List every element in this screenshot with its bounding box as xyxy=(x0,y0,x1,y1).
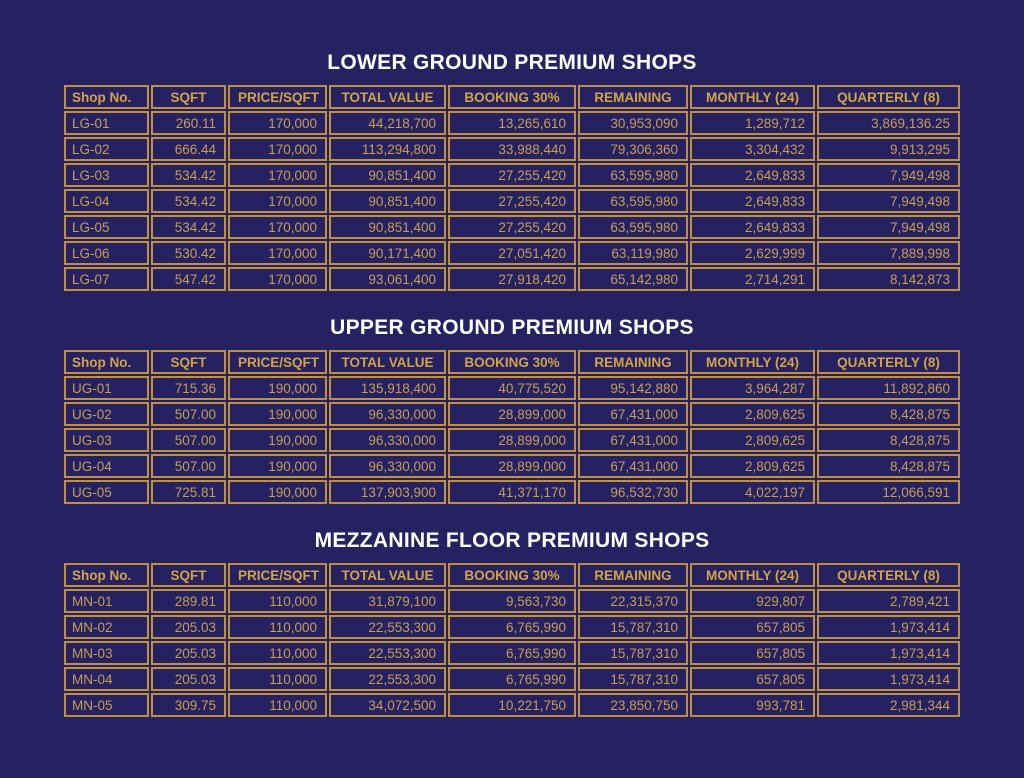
value-cell: 309.75 xyxy=(151,693,226,717)
value-cell: 715.36 xyxy=(151,376,226,400)
value-cell: 2,714,291 xyxy=(690,267,815,291)
column-header: MONTHLY (24) xyxy=(690,85,815,109)
value-cell: 534.42 xyxy=(151,215,226,239)
value-cell: 22,553,300 xyxy=(329,615,446,639)
value-cell: 1,973,414 xyxy=(817,667,960,691)
shop-no-cell: LG-02 xyxy=(64,137,149,161)
value-cell: 170,000 xyxy=(228,267,327,291)
sections-container xyxy=(0,50,1024,719)
shop-no-cell: UG-01 xyxy=(64,376,149,400)
table-row xyxy=(64,402,960,426)
table-row xyxy=(64,615,960,639)
table-body xyxy=(64,589,960,717)
value-cell: 22,553,300 xyxy=(329,667,446,691)
value-cell: 2,649,833 xyxy=(690,189,815,213)
shop-no-cell: MN-03 xyxy=(64,641,149,665)
value-cell: 110,000 xyxy=(228,641,327,665)
value-cell: 507.00 xyxy=(151,454,226,478)
shop-no-cell: MN-05 xyxy=(64,693,149,717)
table-row xyxy=(64,163,960,187)
column-header: SQFT xyxy=(151,563,226,587)
shop-no-cell: LG-03 xyxy=(64,163,149,187)
value-cell: 2,629,999 xyxy=(690,241,815,265)
value-cell: 170,000 xyxy=(228,137,327,161)
column-header: REMAINING xyxy=(578,350,688,374)
value-cell: 1,289,712 xyxy=(690,111,815,135)
shop-no-cell: MN-01 xyxy=(64,589,149,613)
shop-no-cell: LG-05 xyxy=(64,215,149,239)
header-row xyxy=(64,563,960,587)
column-header: SQFT xyxy=(151,350,226,374)
value-cell: 190,000 xyxy=(228,376,327,400)
shop-no-cell: MN-02 xyxy=(64,615,149,639)
column-header: Shop No. xyxy=(64,85,149,109)
value-cell: 190,000 xyxy=(228,402,327,426)
value-cell: 22,315,370 xyxy=(578,589,688,613)
value-cell: 8,428,875 xyxy=(817,454,960,478)
value-cell: 3,964,287 xyxy=(690,376,815,400)
column-header: SQFT xyxy=(151,85,226,109)
value-cell: 170,000 xyxy=(228,189,327,213)
value-cell: 547.42 xyxy=(151,267,226,291)
value-cell: 170,000 xyxy=(228,241,327,265)
value-cell: 12,066,591 xyxy=(817,480,960,504)
column-header: QUARTERLY (8) xyxy=(817,350,960,374)
value-cell: 63,595,980 xyxy=(578,189,688,213)
value-cell: 1,973,414 xyxy=(817,615,960,639)
table-row xyxy=(64,667,960,691)
table-body xyxy=(64,111,960,291)
value-cell: 725.81 xyxy=(151,480,226,504)
value-cell: 27,918,420 xyxy=(448,267,576,291)
value-cell: 657,805 xyxy=(690,667,815,691)
value-cell: 2,649,833 xyxy=(690,163,815,187)
value-cell: 67,431,000 xyxy=(578,454,688,478)
value-cell: 8,428,875 xyxy=(817,402,960,426)
value-cell: 2,809,625 xyxy=(690,428,815,452)
value-cell: 530.42 xyxy=(151,241,226,265)
shop-no-cell: LG-01 xyxy=(64,111,149,135)
value-cell: 170,000 xyxy=(228,111,327,135)
value-cell: 93,061,400 xyxy=(329,267,446,291)
shops-table xyxy=(62,348,962,506)
value-cell: 15,787,310 xyxy=(578,667,688,691)
section-title: LOWER GROUND PREMIUM SHOPS xyxy=(327,51,697,74)
value-cell: 34,072,500 xyxy=(329,693,446,717)
table-row xyxy=(64,428,960,452)
value-cell: 7,949,498 xyxy=(817,163,960,187)
column-header: BOOKING 30% xyxy=(448,563,576,587)
table-row xyxy=(64,480,960,504)
value-cell: 110,000 xyxy=(228,693,327,717)
value-cell: 11,892,860 xyxy=(817,376,960,400)
value-cell: 13,265,610 xyxy=(448,111,576,135)
value-cell: 31,879,100 xyxy=(329,589,446,613)
section-title: MEZZANINE FLOOR PREMIUM SHOPS xyxy=(314,529,710,552)
value-cell: 96,330,000 xyxy=(329,454,446,478)
value-cell: 7,949,498 xyxy=(817,189,960,213)
value-cell: 65,142,980 xyxy=(578,267,688,291)
value-cell: 657,805 xyxy=(690,615,815,639)
value-cell: 90,851,400 xyxy=(329,163,446,187)
column-header: MONTHLY (24) xyxy=(690,563,815,587)
value-cell: 666.44 xyxy=(151,137,226,161)
value-cell: 23,850,750 xyxy=(578,693,688,717)
value-cell: 90,851,400 xyxy=(329,189,446,213)
table-row xyxy=(64,693,960,717)
value-cell: 507.00 xyxy=(151,428,226,452)
shops-table xyxy=(62,561,962,719)
value-cell: 8,142,873 xyxy=(817,267,960,291)
value-cell: 27,051,420 xyxy=(448,241,576,265)
value-cell: 96,532,730 xyxy=(578,480,688,504)
column-header: PRICE/SQFT xyxy=(228,85,327,109)
value-cell: 110,000 xyxy=(228,589,327,613)
value-cell: 205.03 xyxy=(151,667,226,691)
table-row xyxy=(64,215,960,239)
value-cell: 993,781 xyxy=(690,693,815,717)
value-cell: 7,889,998 xyxy=(817,241,960,265)
shop-section xyxy=(0,315,1024,506)
value-cell: 205.03 xyxy=(151,641,226,665)
value-cell: 1,973,414 xyxy=(817,641,960,665)
column-header: BOOKING 30% xyxy=(448,85,576,109)
value-cell: 44,218,700 xyxy=(329,111,446,135)
value-cell: 7,949,498 xyxy=(817,215,960,239)
value-cell: 63,119,980 xyxy=(578,241,688,265)
value-cell: 110,000 xyxy=(228,615,327,639)
column-header: QUARTERLY (8) xyxy=(817,85,960,109)
value-cell: 40,775,520 xyxy=(448,376,576,400)
value-cell: 90,171,400 xyxy=(329,241,446,265)
column-header: TOTAL VALUE xyxy=(329,85,446,109)
value-cell: 507.00 xyxy=(151,402,226,426)
header-row xyxy=(64,85,960,109)
table-row xyxy=(64,589,960,613)
section-title: UPPER GROUND PREMIUM SHOPS xyxy=(330,316,694,339)
table-row xyxy=(64,241,960,265)
value-cell: 190,000 xyxy=(228,480,327,504)
shop-no-cell: UG-02 xyxy=(64,402,149,426)
column-header: TOTAL VALUE xyxy=(329,563,446,587)
value-cell: 96,330,000 xyxy=(329,428,446,452)
value-cell: 8,428,875 xyxy=(817,428,960,452)
value-cell: 95,142,880 xyxy=(578,376,688,400)
value-cell: 260.11 xyxy=(151,111,226,135)
shops-table xyxy=(62,83,962,293)
value-cell: 22,553,300 xyxy=(329,641,446,665)
value-cell: 96,330,000 xyxy=(329,402,446,426)
value-cell: 190,000 xyxy=(228,428,327,452)
table-row xyxy=(64,137,960,161)
header-row xyxy=(64,350,960,374)
column-header: MONTHLY (24) xyxy=(690,350,815,374)
table-row xyxy=(64,267,960,291)
value-cell: 28,899,000 xyxy=(448,454,576,478)
value-cell: 28,899,000 xyxy=(448,402,576,426)
column-header: PRICE/SQFT xyxy=(228,563,327,587)
value-cell: 205.03 xyxy=(151,615,226,639)
value-cell: 2,809,625 xyxy=(690,402,815,426)
column-header: REMAINING xyxy=(578,563,688,587)
value-cell: 170,000 xyxy=(228,163,327,187)
value-cell: 30,953,090 xyxy=(578,111,688,135)
value-cell: 289.81 xyxy=(151,589,226,613)
value-cell: 929,807 xyxy=(690,589,815,613)
value-cell: 9,913,295 xyxy=(817,137,960,161)
value-cell: 2,981,344 xyxy=(817,693,960,717)
column-header: Shop No. xyxy=(64,563,149,587)
value-cell: 2,809,625 xyxy=(690,454,815,478)
value-cell: 137,903,900 xyxy=(329,480,446,504)
value-cell: 90,851,400 xyxy=(329,215,446,239)
value-cell: 67,431,000 xyxy=(578,402,688,426)
value-cell: 27,255,420 xyxy=(448,215,576,239)
table-row xyxy=(64,189,960,213)
shop-no-cell: UG-05 xyxy=(64,480,149,504)
value-cell: 27,255,420 xyxy=(448,163,576,187)
value-cell: 4,022,197 xyxy=(690,480,815,504)
value-cell: 170,000 xyxy=(228,215,327,239)
value-cell: 3,304,432 xyxy=(690,137,815,161)
value-cell: 6,765,990 xyxy=(448,667,576,691)
shop-no-cell: UG-04 xyxy=(64,454,149,478)
value-cell: 6,765,990 xyxy=(448,641,576,665)
value-cell: 3,869,136.25 xyxy=(817,111,960,135)
shop-no-cell: MN-04 xyxy=(64,667,149,691)
value-cell: 79,306,360 xyxy=(578,137,688,161)
value-cell: 9,563,730 xyxy=(448,589,576,613)
value-cell: 534.42 xyxy=(151,163,226,187)
shop-no-cell: LG-06 xyxy=(64,241,149,265)
column-header: TOTAL VALUE xyxy=(329,350,446,374)
value-cell: 63,595,980 xyxy=(578,163,688,187)
value-cell: 67,431,000 xyxy=(578,428,688,452)
value-cell: 27,255,420 xyxy=(448,189,576,213)
shop-no-cell: UG-03 xyxy=(64,428,149,452)
value-cell: 15,787,310 xyxy=(578,615,688,639)
value-cell: 657,805 xyxy=(690,641,815,665)
column-header: BOOKING 30% xyxy=(448,350,576,374)
table-row xyxy=(64,454,960,478)
column-header: REMAINING xyxy=(578,85,688,109)
value-cell: 6,765,990 xyxy=(448,615,576,639)
table-row xyxy=(64,111,960,135)
value-cell: 110,000 xyxy=(228,667,327,691)
shop-section xyxy=(0,528,1024,719)
value-cell: 113,294,800 xyxy=(329,137,446,161)
value-cell: 10,221,750 xyxy=(448,693,576,717)
column-header: QUARTERLY (8) xyxy=(817,563,960,587)
shop-no-cell: LG-04 xyxy=(64,189,149,213)
value-cell: 33,988,440 xyxy=(448,137,576,161)
column-header: PRICE/SQFT xyxy=(228,350,327,374)
value-cell: 2,789,421 xyxy=(817,589,960,613)
value-cell: 28,899,000 xyxy=(448,428,576,452)
value-cell: 41,371,170 xyxy=(448,480,576,504)
value-cell: 2,649,833 xyxy=(690,215,815,239)
table-body xyxy=(64,376,960,504)
value-cell: 534.42 xyxy=(151,189,226,213)
table-row xyxy=(64,376,960,400)
value-cell: 63,595,980 xyxy=(578,215,688,239)
column-header: Shop No. xyxy=(64,350,149,374)
shop-section xyxy=(0,50,1024,293)
value-cell: 190,000 xyxy=(228,454,327,478)
value-cell: 15,787,310 xyxy=(578,641,688,665)
table-row xyxy=(64,641,960,665)
value-cell: 135,918,400 xyxy=(329,376,446,400)
shop-no-cell: LG-07 xyxy=(64,267,149,291)
